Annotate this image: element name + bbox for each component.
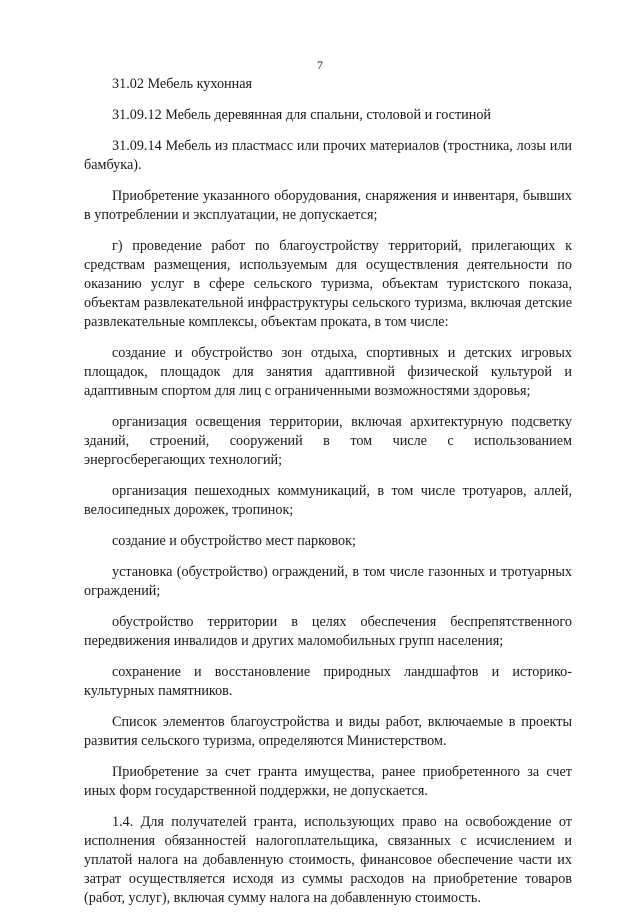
paragraph-used-equipment-restriction: Приобретение указанного оборудования, снаряжения и инвентаря, бывших в употреблении и эксплуатации, не допускается; [84, 188, 572, 223]
paragraph-recreation-areas: создание и обустройство зон отдыха, спортивных и детских игровых площадок, площадок для занятия адаптивной физической культурой и адаптивным спортом для лиц с ограниченными возможностями здоровья; [84, 345, 572, 399]
paragraph-elements-list: Список элементов благоустройства и виды работ, включаемые в проекты развития сельского туризма, определяются Министерством. [84, 714, 572, 749]
document-body [84, 75, 572, 920]
paragraph-okpd-31-09-12: 31.09.12 Мебель деревянная для спальни, столовой и гостиной [112, 107, 492, 123]
paragraph-grant-property-restriction: Приобретение за счет гранта имущества, ранее приобретенного за счет иных форм государственной поддержки, не допускается. [84, 764, 572, 799]
paragraph-lighting: организация освещения территории, включая архитектурную подсветку зданий, строений, сооружений в том числе с использованием энергосберегающих технологий; [84, 414, 572, 468]
paragraph-parking: создание и обустройство мест парковок; [112, 533, 356, 549]
paragraph-landscaping-works: г) проведение работ по благоустройству территорий, прилегающих к средствам размещения, используемым для осуществления деятельности по оказанию услуг в сфере сельского туризма, объектам туристского показа, объектам развлекательной инфраструктуры сельского туризма, включая детские развлекательные комплексы, объектам проката, в том числе: [84, 238, 572, 330]
paragraph-accessibility: обустройство территории в целях обеспечения беспрепятственного передвижения инвалидов и других маломобильных групп населения; [84, 614, 572, 649]
paragraph-section-1-4: 1.4. Для получателей гранта, использующих право на освобождение от исполнения обязанностей налогоплательщика, связанных с исчислением и уплатой налога на добавленную стоимость, финансовое обеспечение части их затрат осуществляется исходя из суммы расходов на приобретение товаров (работ, услуг), включая сумму налога на добавленную стоимость. [84, 814, 572, 906]
paragraph-okpd-31-02: 31.02 Мебель кухонная [112, 76, 253, 92]
page-number: 7 [317, 58, 323, 72]
paragraph-landscape-preservation: сохранение и восстановление природных ландшафтов и историко-культурных памятников. [84, 664, 572, 699]
paragraph-okpd-31-09-14: 31.09.14 Мебель из пластмасс или прочих материалов (тростника, лозы или бамбука). [84, 138, 572, 173]
paragraph-pedestrian-communications: организация пешеходных коммуникаций, в том числе тротуаров, аллей, велосипедных дорожек, тропинок; [84, 483, 572, 518]
paragraph-fencing: установка (обустройство) ограждений, в том числе газонных и тротуарных ограждений; [84, 564, 572, 599]
